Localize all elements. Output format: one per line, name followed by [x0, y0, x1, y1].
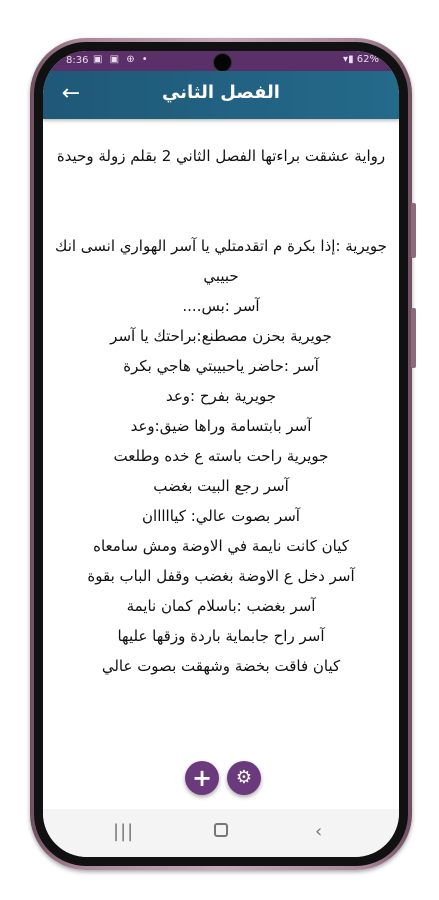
text-line: كيان فاقت بخضة وشهقت بصوت عالي	[101, 657, 341, 675]
settings-button[interactable]	[227, 761, 261, 795]
arrow-back-icon: ←	[61, 81, 81, 106]
text-line: آسر :حاضر ياحبيبتي هاجي بكرة	[123, 357, 319, 375]
power-button	[411, 308, 416, 368]
text-line: آسر راح جابماية باردة وزقها عليها	[117, 627, 325, 645]
status-time: 8:36	[66, 55, 89, 66]
text-line: كيان كانت نايمة في الاوضة ومش سامعاه	[93, 537, 349, 555]
home-nav-icon[interactable]	[214, 821, 228, 842]
chapter-title: رواية عشقت براءتها الفصل الثاني 2 بقلم زولة وحيدة	[56, 147, 386, 165]
text-line: آسر بغضب :باسلام كمان نايمة	[126, 597, 316, 615]
battery-percent: 62%	[356, 54, 379, 65]
text-line: جويرية :إذا بكرة م اتقدمتلي يا آسر الهواري انسى انك حبيبي	[55, 237, 387, 285]
text-line: آسر دخل ع الاوضة بغضب وقفل الباب بقوة	[87, 567, 355, 585]
gear-icon: ⚙	[235, 767, 253, 788]
text-line: آسر رجع البيت بغضب	[153, 477, 289, 495]
text-line: آسر بصوت عالي: كيااااان	[142, 507, 300, 525]
text-line: آسر :بس....	[182, 297, 260, 315]
page-title: الفصل الثاني	[162, 82, 280, 103]
signal-icon: ▾▮	[343, 54, 354, 65]
front-camera	[213, 53, 232, 72]
phone-frame	[30, 38, 412, 870]
notification-icons: ▣ ▣ ⊕ •	[93, 54, 150, 65]
recents-nav-icon[interactable]: |||	[113, 821, 135, 842]
status-bar	[43, 51, 399, 71]
battery-status	[343, 54, 379, 65]
volume-button	[411, 203, 416, 258]
text-line: جويرية بفرح :وعد	[165, 387, 277, 405]
text-line: جويرية بحزن مصطنع:براحتك يا آسر	[110, 327, 332, 345]
phone-bezel	[34, 42, 408, 866]
back-nav-icon[interactable]: ‹	[315, 821, 323, 842]
system-nav-bar	[43, 809, 399, 857]
add-button[interactable]: +	[185, 761, 219, 795]
text-line: آسر بابتسامة وراها ضيق:وعد	[130, 417, 312, 435]
screen	[43, 51, 399, 857]
text-line: جويرية راحت باسته ع خده وطلعت	[113, 447, 329, 465]
app-bar	[43, 71, 399, 119]
chapter-text	[53, 141, 389, 681]
